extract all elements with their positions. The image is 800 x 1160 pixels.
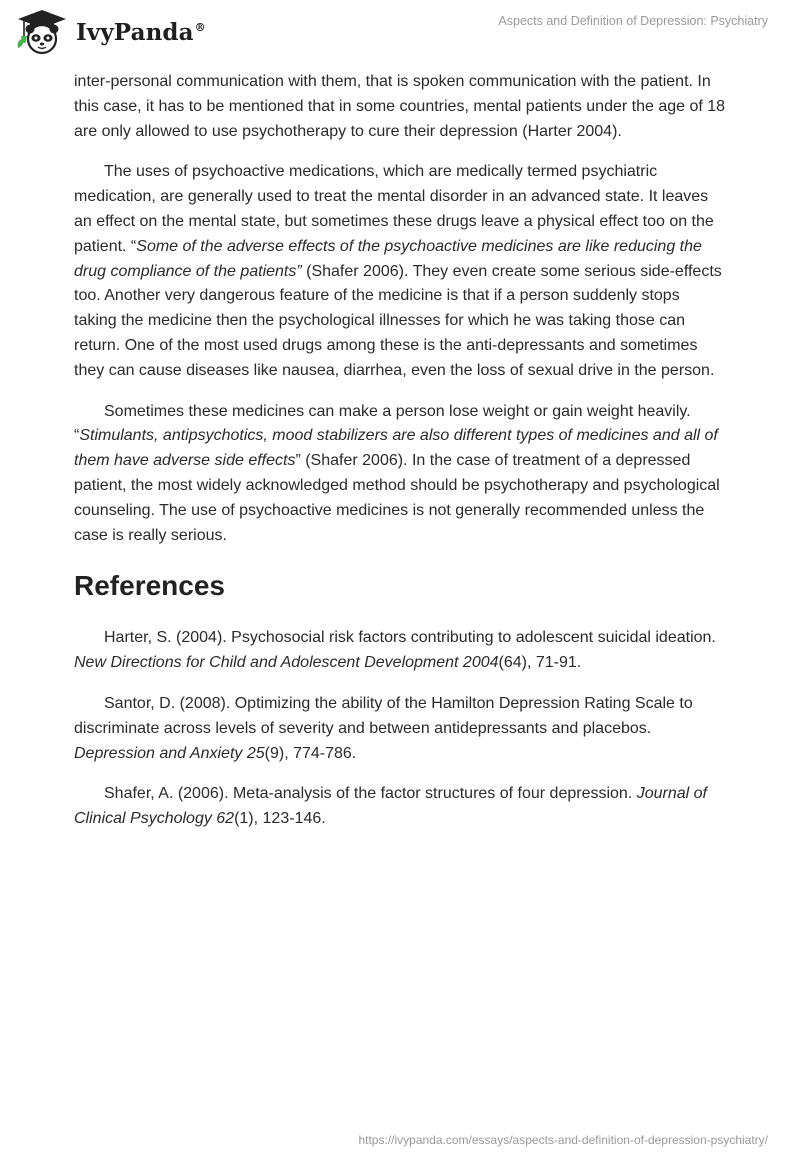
paragraph-3-text-b: ” (Shafer 2006). In the case of treatment of a depressed patient, the most widely acknowledged method should be psychotherapy and psychological counseling. The use of psychoactive medicines is not generally recommended unless the case is really serious.	[74, 452, 720, 544]
reference-item	[74, 692, 726, 766]
paragraph-2-text-b: (Shafer 2006). They even create some serious side-effects too. Another very dangerous feature of the medicine is that if a person suddenly stops taking the medicine then the psychological illnesses for which he was taking those can return. One of the most used drugs among these is the anti-depressants and sometimes they can cause diseases like nausea, diarrhea, even the loss of sexual drive in the person.	[74, 262, 722, 379]
source-url[interactable]: https://ivypanda.com/essays/aspects-and-definition-of-depression-psychiatry/	[358, 1133, 768, 1147]
paragraph-1: inter-personal communication with them, that is spoken communication with the patient. In this case, it has to be mentioned that in some countries, mental patients under the age of 18 are only allowed to use psychotherapy to cure their depression (Harter 2004).	[74, 73, 726, 140]
reference-pages: (1), 123-146.	[234, 810, 326, 828]
brand-name-text: IvyPanda	[76, 18, 194, 46]
paragraph-3	[74, 400, 726, 549]
references-heading: References	[74, 570, 225, 602]
paragraph-3-text-a: Sometimes these medicines can make a person lose weight or gain weight heavily. “	[74, 402, 691, 445]
reference-pages: (9), 774-786.	[264, 744, 357, 762]
panda-graduation-cap-icon	[14, 8, 70, 56]
brand-name	[76, 19, 206, 46]
registered-mark: ®	[194, 20, 206, 34]
reference-text: Santor, D. (2008). Optimizing the ability of the Hamilton Depression Rating Scale to discriminate across levels of severity and between antidepressants and placebos.	[74, 694, 693, 737]
reference-pages: (64), 71-91.	[498, 654, 582, 672]
ivypanda-logo[interactable]	[14, 8, 206, 56]
page-header	[0, 0, 800, 70]
reference-item	[74, 782, 726, 832]
article-content	[74, 70, 726, 848]
reference-item	[74, 626, 726, 676]
paragraph-2-quote: Some of the adverse effects of the psychoactive medicines are like reducing the drug compliance of the patients”	[74, 237, 702, 280]
paragraph-2	[74, 160, 726, 383]
paragraph-2-text-a: The uses of psychoactive medications, which are medically termed psychiatric medication, are generally used to treat the mental disorder in an advanced state. It leaves an effect on the mental state, but sometimes these drugs leave a physical effect too on the patient. “	[74, 163, 714, 255]
document-title: Aspects and Definition of Depression: Psychiatry	[498, 14, 768, 28]
reference-source: Journal of Clinical Psychology 62	[74, 785, 707, 828]
reference-source: New Directions for Child and Adolescent Development 2004	[74, 654, 499, 672]
reference-source: Depression and Anxiety 25	[74, 744, 265, 762]
paragraph-3-quote: Stimulants, antipsychotics, mood stabilizers are also different types of medicines and all of them have adverse side effects	[74, 427, 718, 470]
reference-text: Harter, S. (2004). Psychosocial risk factors contributing to adolescent suicidal ideation.	[104, 629, 716, 647]
reference-text: Shafer, A. (2006). Meta-analysis of the factor structures of four depression.	[104, 785, 637, 803]
